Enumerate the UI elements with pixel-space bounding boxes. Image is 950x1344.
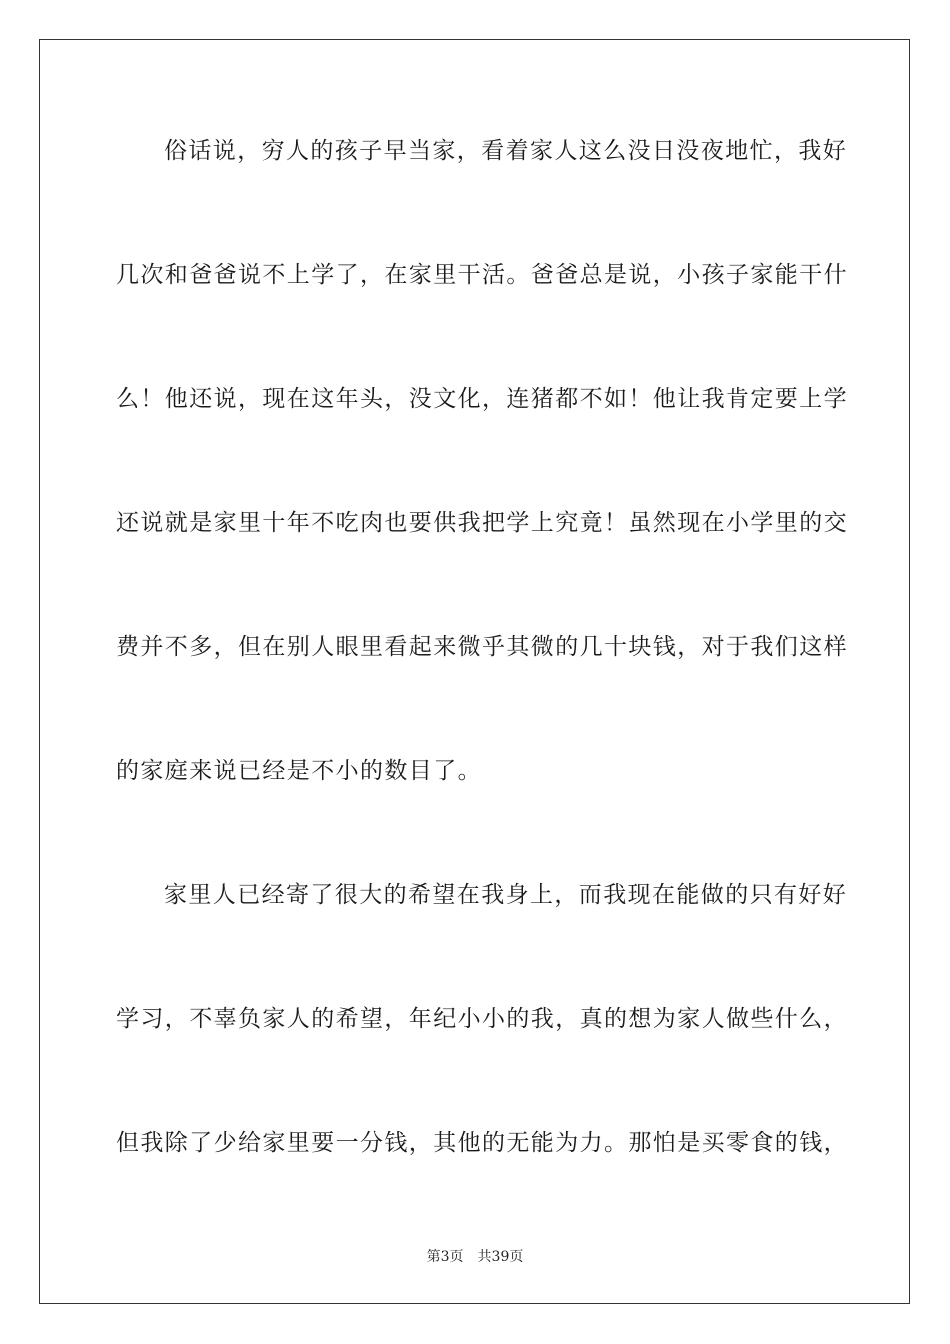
- paragraph-2-line-3: 但我除了少给家里要一分钱，其他的无能为力。那怕是买零食的钱，: [116, 1130, 848, 1156]
- paragraph-1-line-5: 费并不多，但在别人眼里看起来微乎其微的几十块钱，对于我们这样: [116, 634, 848, 660]
- paragraph-1-line-2: 几次和爸爸说不上学了，在家里干活。爸爸总是说，小孩子家能干什: [116, 262, 848, 288]
- current-page-number: 第3页: [426, 1249, 464, 1265]
- paragraph-1-line-3: 么！他还说，现在这年头，没文化，连猪都不如！他让我肯定要上学: [116, 386, 848, 412]
- paragraph-2-line-1: 家里人已经寄了很大的希望在我身上，而我现在能做的只有好好: [164, 882, 848, 908]
- paragraph-1-line-6: 的家庭来说已经是不小的数目了。: [116, 758, 482, 784]
- page-border: [39, 39, 910, 1304]
- paragraph-1-line-4: 还说就是家里十年不吃肉也要供我把学上究竟！虽然现在小学里的交: [116, 510, 848, 536]
- paragraph-2-line-2: 学习，不辜负家人的希望，年纪小小的我，真的想为家人做些什么，: [116, 1006, 848, 1032]
- page-footer: [0, 1248, 950, 1266]
- total-pages: 共39页: [477, 1249, 524, 1265]
- paragraph-1-line-1: 俗话说，穷人的孩子早当家，看着家人这么没日没夜地忙，我好: [164, 138, 848, 164]
